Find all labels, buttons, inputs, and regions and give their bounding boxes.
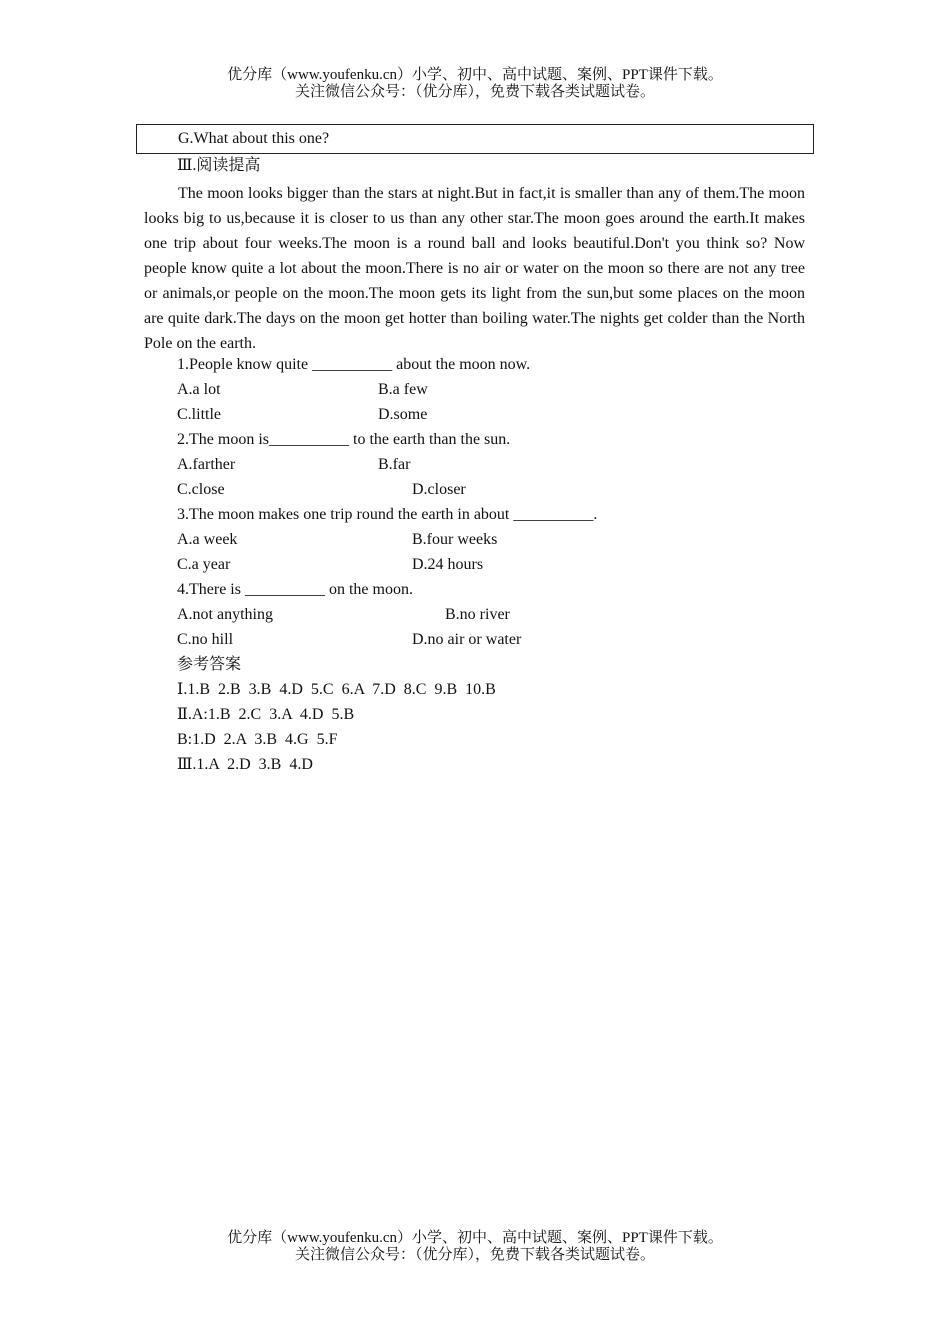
reading-passage: The moon looks bigger than the stars at night.But in fact,it is smaller than any of them.The moon looks big to us,because it is closer to us than any other star.The moon goes around the earth.It makes one trip about four weeks.The moon is a round ball and looks beautiful.Don't you think so? Now people know quite a lot about the moon.There is no air or water on the moon so there are not any tree or animals,or people on the moon.The moon gets its light from the sun,but some places on the moon are quite dark.The days on the moon get hotter than boiling water.The nights get colder than the North Pole on the earth. xyxy=(144,185,805,352)
question-2-option-c: C.close xyxy=(177,481,225,498)
question-3-option-c: C.a year xyxy=(177,556,231,573)
question-3-option-b: B.four weeks xyxy=(412,531,498,548)
section-3-title: Ⅲ.阅读提高 xyxy=(177,157,261,174)
question-4-option-c: C.no hill xyxy=(177,631,234,648)
question-2-option-d: D.closer xyxy=(412,481,466,498)
question-3-stem: 3.The moon makes one trip round the earth in about __________. xyxy=(177,506,598,523)
question-3-option-d: D.24 hours xyxy=(412,556,484,573)
box-item-text: G.What about this one? xyxy=(178,130,330,147)
boxed-option-row xyxy=(136,124,814,154)
answers-line-2: Ⅱ.A:1.B 2.C 3.A 4.D 5.B xyxy=(177,706,355,723)
footer-line-1: 优分库（www.youfenku.cn）小学、初中、高中试题、案例、PPT课件下载。 xyxy=(227,1230,723,1246)
question-1-stem: 1.People know quite __________ about the moon now. xyxy=(177,356,531,373)
answers-line-4: Ⅲ.1.A 2.D 3.B 4.D xyxy=(177,756,313,773)
question-4-option-d: D.no air or water xyxy=(412,631,522,648)
answers-line-1: Ⅰ.1.B 2.B 3.B 4.D 5.C 6.A 7.D 8.C 9.B 10.B xyxy=(177,681,496,698)
question-2-option-a: A.farther xyxy=(177,456,236,473)
question-2-option-b: B.far xyxy=(378,456,411,473)
question-1-option-d: D.some xyxy=(378,406,428,423)
header-line-1: 优分库（www.youfenku.cn）小学、初中、高中试题、案例、PPT课件下载。 xyxy=(227,67,723,83)
question-2-stem: 2.The moon is__________ to the earth than the sun. xyxy=(177,431,511,448)
question-4-option-b: B.no river xyxy=(445,606,510,623)
answers-line-3: B:1.D 2.A 3.B 4.G 5.F xyxy=(177,731,338,748)
question-4-option-a: A.not anything xyxy=(177,606,273,623)
question-3-option-a: A.a week xyxy=(177,531,238,548)
header-line-2: 关注微信公众号：（优分库），免费下载各类试题试卷。 xyxy=(294,84,655,100)
question-1-option-c: C.little xyxy=(177,406,221,423)
page-footer xyxy=(0,1230,950,1264)
page-header xyxy=(0,67,950,101)
answers-title: 参考答案 xyxy=(177,656,242,673)
question-4-stem: 4.There is __________ on the moon. xyxy=(177,581,413,598)
question-1-option-a: A.a lot xyxy=(177,381,221,398)
question-1-option-b: B.a few xyxy=(378,381,428,398)
footer-line-2: 关注微信公众号：（优分库），免费下载各类试题试卷。 xyxy=(294,1247,655,1263)
